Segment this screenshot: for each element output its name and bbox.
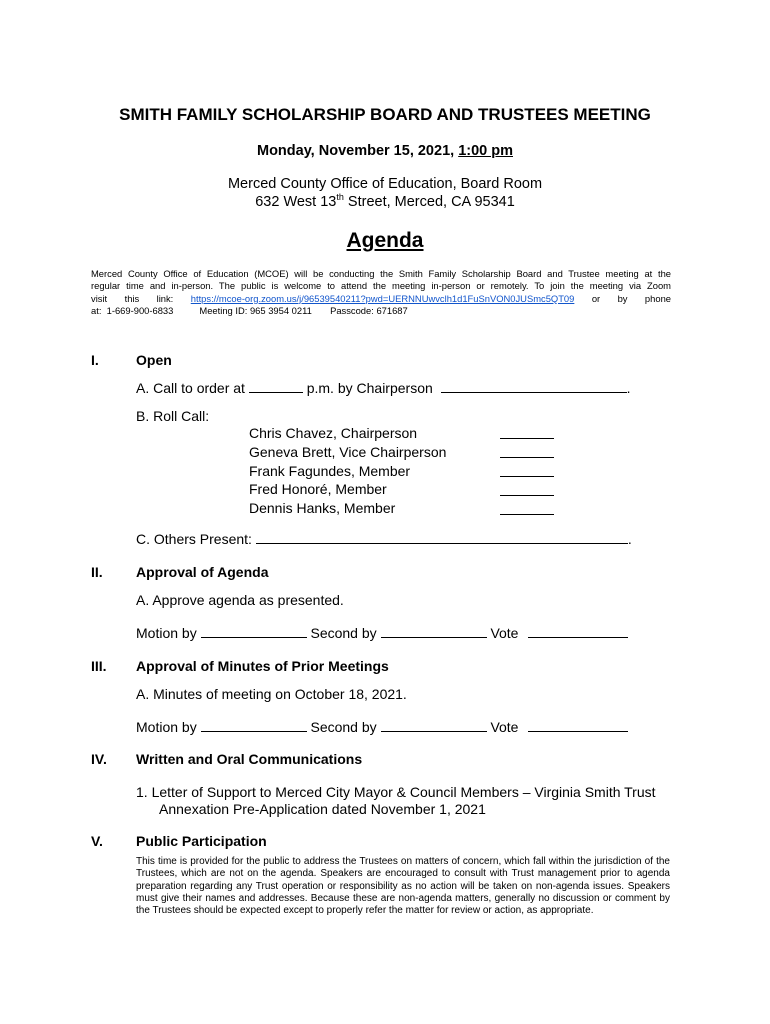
- section-2-numeral: II.: [91, 564, 103, 580]
- address-rest: Street, Merced, CA 95341: [343, 194, 515, 210]
- roll-call-blank-3[interactable]: [500, 476, 554, 477]
- section-1-numeral: I.: [91, 352, 99, 368]
- section-4-heading: Written and Oral Communications: [136, 751, 363, 767]
- location-line-1: Merced County Office of Education, Board Room: [227, 176, 543, 192]
- communication-item-line-1: 1. Letter of Support to Merced City Mayor & Council Members – Virginia Smith Trust: [136, 784, 656, 800]
- document-title: SMITH FAMILY SCHOLARSHIP BOARD AND TRUSTEES MEETING: [119, 105, 651, 124]
- public-participation-text: This time is provided for the public to address the Trustees on matters of concern, which fall within the jurisdiction of the Trustees, which are not on the agenda. Speakers are encouraged to consult with Trust management prior to agenda preparation regarding any Trust operation or responsibility as no action will be taken on non-agenda issues. Speakers must give their names and addresses. Because these are non-agenda matters, generally no discussion or comment by the Trustees should be expected except to properly refer the matter for review or action, as appropriate.: [136, 856, 670, 917]
- address-street-number: 632 West 13: [255, 194, 337, 210]
- location-line-2: [0, 193, 770, 212]
- motion-row-minutes: [136, 718, 628, 736]
- roll-call-name-1: Chris Chavez, Chairperson: [249, 425, 418, 441]
- section-3-numeral: III.: [91, 658, 107, 674]
- section-3-heading: Approval of Minutes of Prior Meetings: [136, 658, 389, 674]
- section-1-heading: Open: [136, 352, 172, 368]
- phone-number: at: 1-669-900-6833: [91, 304, 174, 316]
- agenda-heading: Agenda: [346, 229, 424, 252]
- vote-label: Vote: [490, 625, 519, 641]
- section-2-heading: Approval of Agenda: [136, 564, 269, 580]
- others-present-label: C. Others Present:: [136, 531, 252, 547]
- motion-blank[interactable]: [201, 625, 307, 638]
- item-approve-agenda: A. Approve agenda as presented.: [136, 592, 344, 608]
- intro-paragraph: [91, 268, 671, 317]
- item-call-to-order: [136, 379, 631, 397]
- second-blank[interactable]: [381, 625, 487, 638]
- intro-line-1: Merced County Office of Education (MCOE) will be conducting the Smith Family Scholarship Board and Trustee meeting at the: [91, 268, 671, 279]
- roll-call-name-2: Geneva Brett, Vice Chairperson: [249, 444, 447, 460]
- item-roll-call-label: B. Roll Call:: [136, 408, 210, 424]
- second-label: Second by: [310, 625, 377, 641]
- intro-link-suffix: or by phone: [591, 292, 672, 304]
- item-others-present: [136, 530, 632, 548]
- roll-call-name-5: Dennis Hanks, Member: [249, 500, 396, 516]
- second-blank[interactable]: [381, 719, 487, 732]
- vote-label: Vote: [490, 719, 519, 735]
- vote-blank[interactable]: [528, 625, 628, 638]
- motion-row-agenda: [136, 624, 628, 642]
- address-ordinal-suffix: th: [336, 192, 344, 202]
- motion-label: Motion by: [136, 625, 197, 641]
- roll-call-blank-5[interactable]: [500, 514, 554, 515]
- meeting-id: Meeting ID: 965 3954 0211: [199, 304, 312, 316]
- call-to-order-time-blank[interactable]: [249, 380, 303, 393]
- others-present-end: .: [627, 531, 632, 547]
- meeting-time: 1:00 pm: [458, 143, 513, 159]
- second-label: Second by: [310, 719, 377, 735]
- intro-line-2: regular time and in-person. The public is welcome to attend the meeting in-person or remotely. To join the meeting via Zoom: [91, 280, 671, 292]
- meeting-date: [0, 142, 770, 161]
- intro-line-4: [91, 305, 671, 317]
- vote-blank[interactable]: [528, 719, 628, 732]
- section-4-numeral: IV.: [91, 751, 107, 767]
- others-present-blank[interactable]: [256, 531, 628, 544]
- motion-blank[interactable]: [201, 719, 307, 732]
- item-minutes: A. Minutes of meeting on October 18, 2021.: [136, 686, 407, 702]
- communication-item-line-2: Annexation Pre-Application dated November 1, 2021: [159, 801, 486, 817]
- call-to-order-mid: p.m. by Chairperson: [306, 380, 433, 396]
- section-5-heading: Public Participation: [136, 833, 267, 849]
- motion-label: Motion by: [136, 719, 197, 735]
- roll-call-name-4: Fred Honoré, Member: [249, 481, 387, 497]
- call-to-order-end: .: [626, 380, 631, 396]
- intro-link-prefix: visit this link:: [91, 292, 174, 304]
- roll-call-name-3: Frank Fagundes, Member: [249, 463, 411, 479]
- chairperson-blank[interactable]: [441, 380, 627, 393]
- section-5-numeral: V.: [91, 833, 103, 849]
- zoom-link[interactable]: https://mcoe-org.zoom.us/j/96539540211?pwd=UERNNUwvclh1d1FuSnVON0JUSmc5QT09: [190, 292, 575, 304]
- roll-call-blank-4[interactable]: [500, 495, 554, 496]
- passcode: Passcode: 671687: [330, 304, 408, 316]
- meeting-date-text: Monday, November 15, 2021,: [256, 143, 459, 159]
- call-to-order-label: A. Call to order at: [136, 380, 245, 396]
- roll-call-blank-1[interactable]: [500, 438, 554, 439]
- intro-line-3: [91, 293, 671, 305]
- roll-call-blank-2[interactable]: [500, 457, 554, 458]
